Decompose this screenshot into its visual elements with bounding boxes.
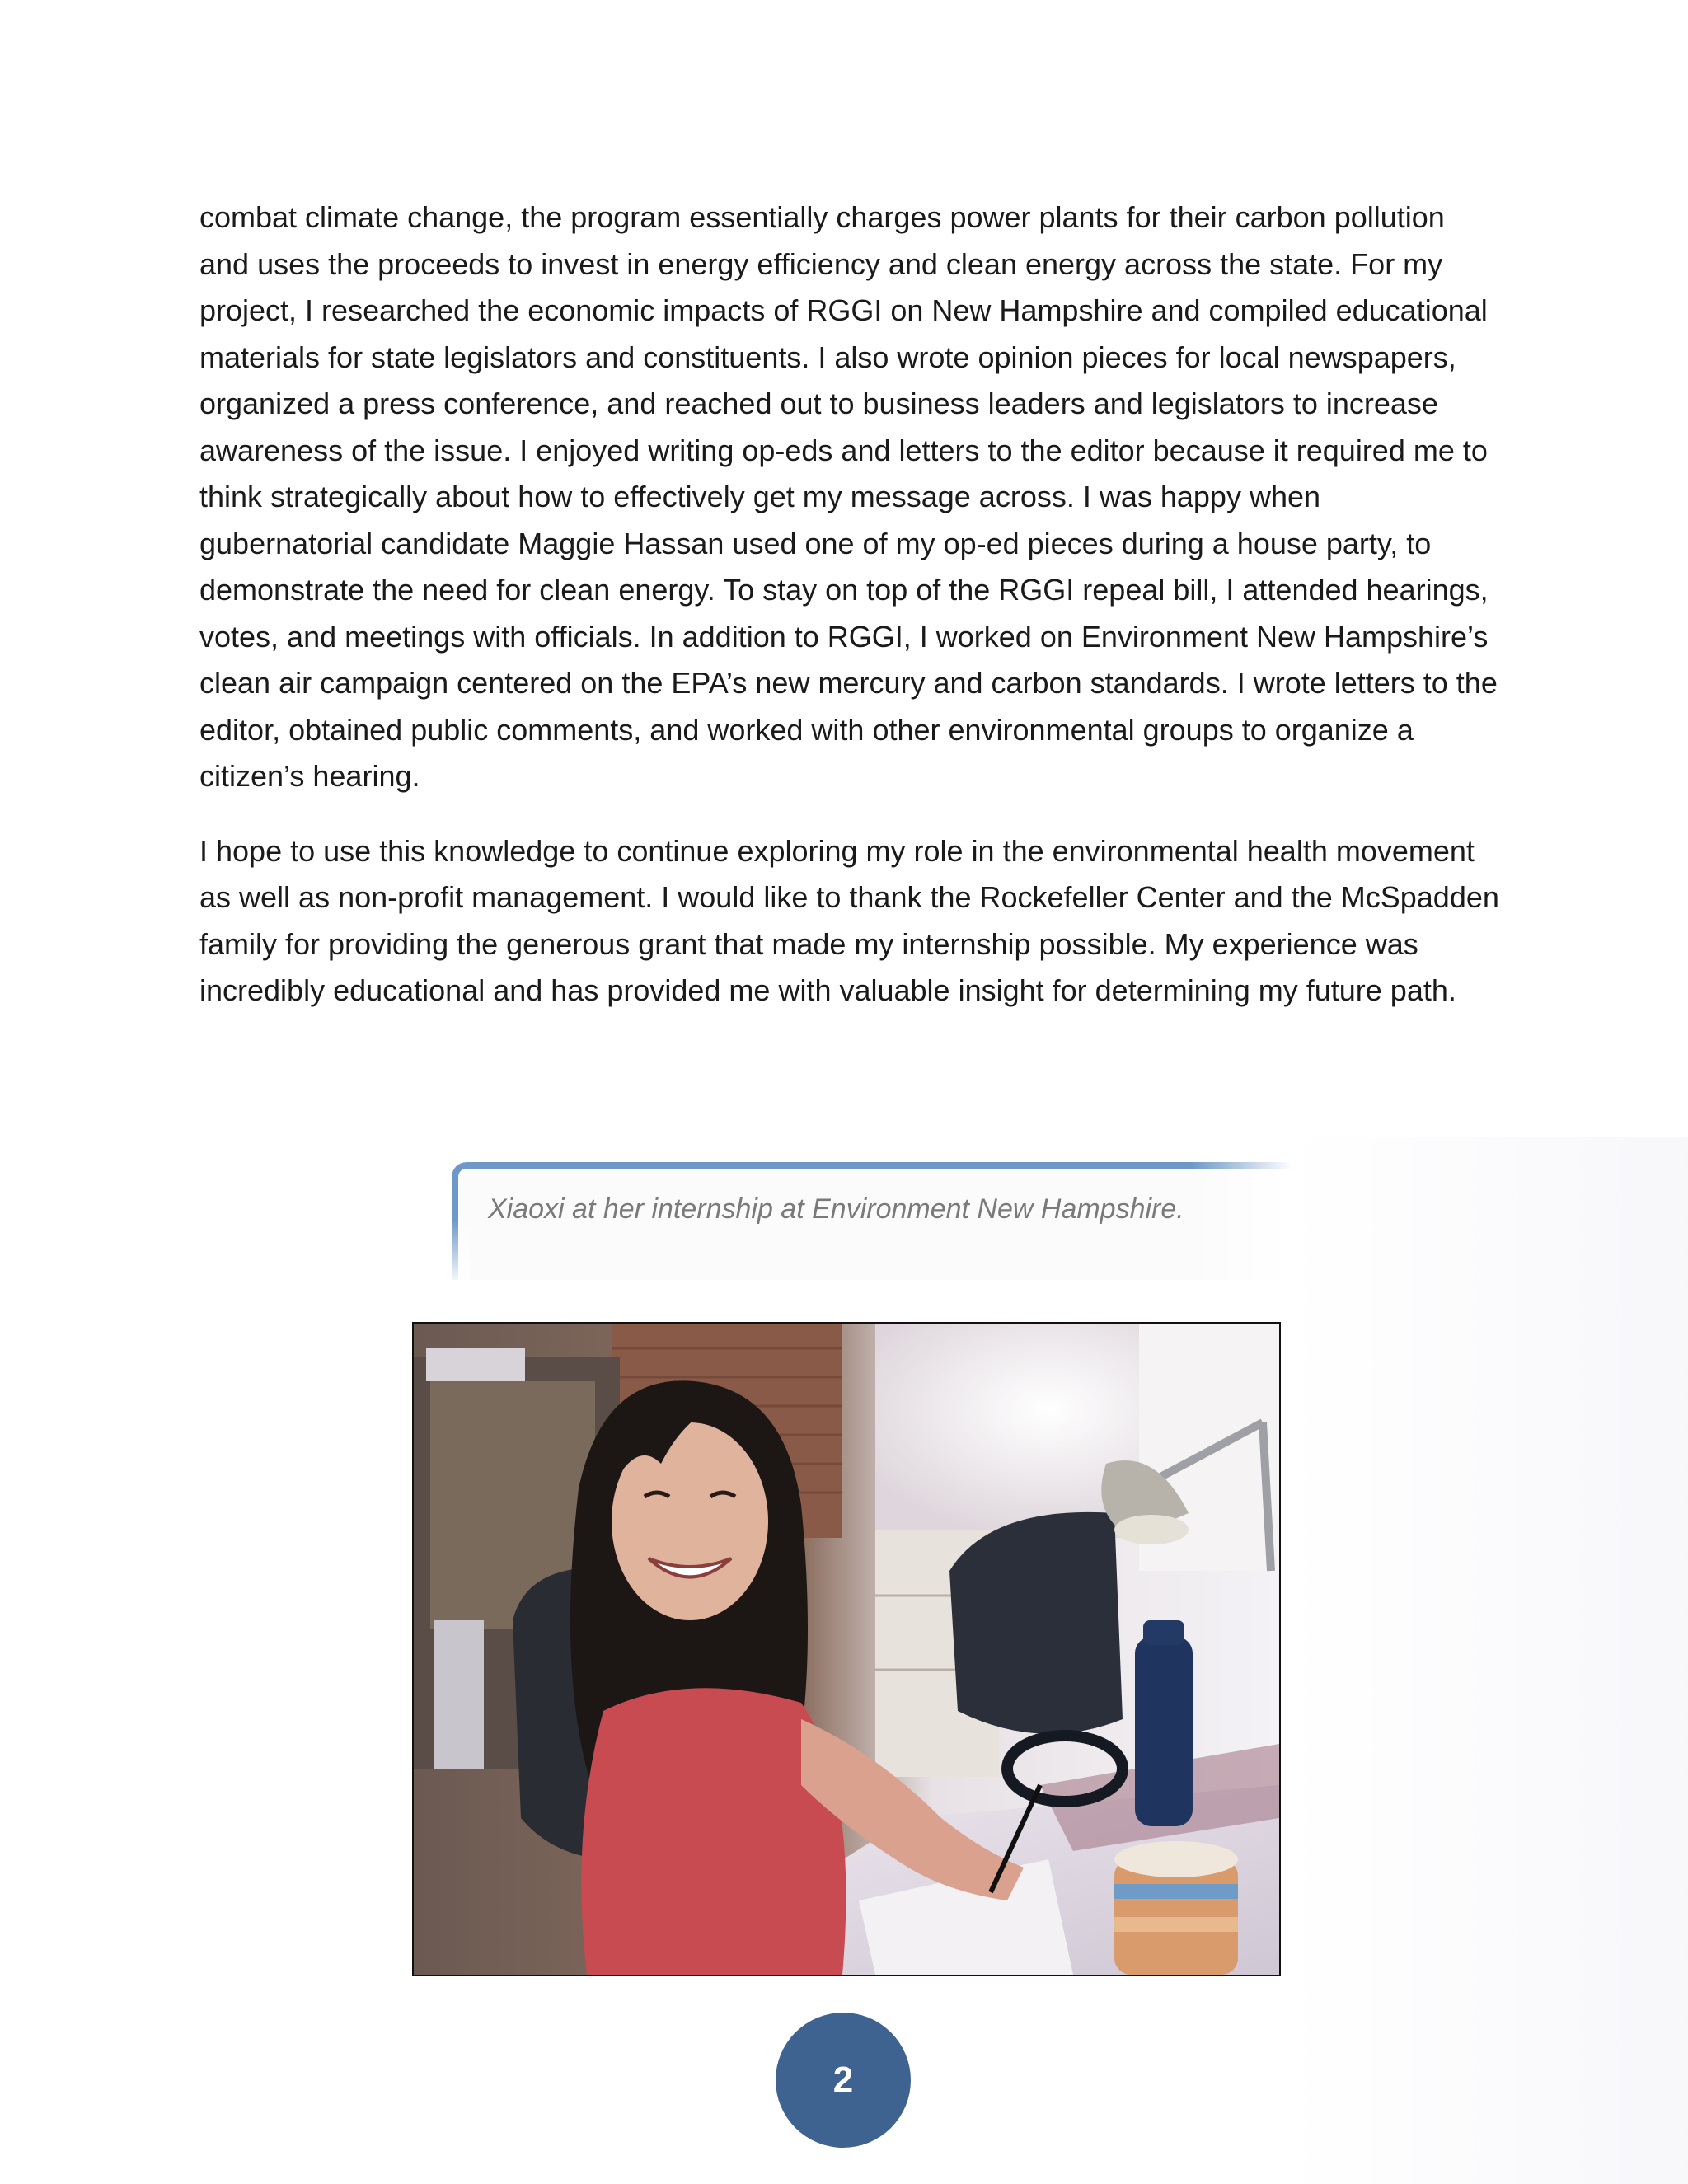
body-text	[199, 194, 1502, 1015]
caption-box-fade	[445, 1220, 470, 1286]
page-number-badge: 2	[776, 2013, 911, 2148]
page-shading	[1286, 1137, 1688, 2184]
photo-illustration	[414, 1324, 1279, 1975]
photo-caption: Xiaoxi at her internship at Environment New Hampshire.	[488, 1193, 1184, 1225]
paragraph-2: I hope to use this knowledge to continue exploring my role in the environmental health movement as well as non-profit management. I would like to thank the Rockefeller Center and the McSpadden family for providing the generous grant that made my internship possible. My experience was incredibly educational and has provided me with valuable insight for determining my future path.	[199, 833, 1499, 1007]
paragraph-1: combat climate change, the program essentially charges power plants for their carbon pollution and uses the proceeds to invest in energy efficiency and clean energy across the state. For my project, I researched the economic impacts of RGGI on New Hampshire and compiled educational materials for state legislators and constituents. I also wrote opinion pieces for local newspapers, organized a press conference, and reached out to business leaders and legislators to increase awareness of the issue. I enjoyed writing op-eds and letters to the editor because it required me to think strategically about how to effectively get my message across. I was happy when gubernatorial candidate Maggie Hassan used one of my op-ed pieces during a house party, to demonstrate the need for clean energy. To stay on top of the RGGI repeal bill, I attended hearings, votes, and meetings with officials. In addition to RGGI, I worked on Environment New Hampshire’s clean air campaign centered on the EPA’s new mercury and carbon standards. I wrote letters to the editor, obtained public comments, and worked with other environmental groups to organize a citizen’s hearing.	[199, 200, 1498, 793]
intern-photo	[412, 1322, 1281, 1976]
